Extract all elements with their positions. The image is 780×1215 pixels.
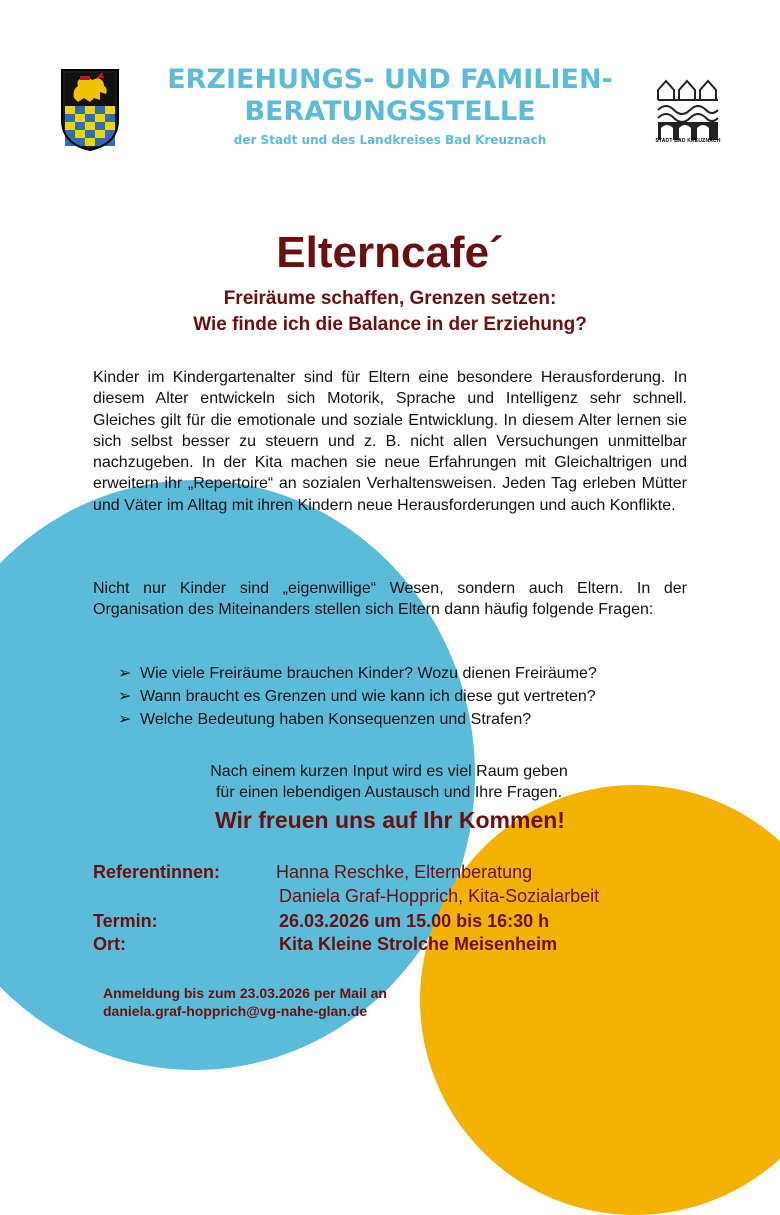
organisation-name-line2: BERATUNGSSTELLE: [244, 96, 536, 127]
arrow-bullet-icon: ➢: [118, 688, 132, 705]
intro-paragraph: Kinder im Kindergartenalter sind für Eltern eine besondere Herausforderung. In diesem Alter entwickeln sich Motorik, Sprache und Intelligenz sehr schnell. Gleiches gilt für die emotionale und soziale Entwicklung. In diesem Alter lernen sie sich selbst besser zu steuern und z. B. nicht allen Versuchungen unmittelbar nachzugeben. In der Kita machen sie neue Erfahrungen mit Gleichaltrigen und erweitern ihr „Repertoire“ an sozialen Verhaltensweisen. Jeden Tag erleben Mütter und Väter im Alltag mit ihren Kindern neue Herausforderungen und auch Konflikte.: [93, 369, 687, 514]
arrow-bullet-icon: ➢: [118, 665, 132, 682]
date-label: Termin:: [93, 911, 158, 931]
list-item: [118, 708, 597, 731]
welcome-message: Wir freuen uns auf Ihr Kommen!: [215, 807, 565, 833]
closing-text-line2: für einen lebendigen Austausch und Ihre Fragen.: [215, 784, 563, 801]
event-subtitle-line2: Wie finde ich die Balance in der Erziehung?: [193, 314, 587, 335]
registration-email[interactable]: daniela.graf-hopprich@vg-nahe-glan.de: [103, 1003, 368, 1019]
arrow-bullet-icon: ➢: [118, 711, 132, 728]
city-logo-caption: STADT BAD KREUZNACH: [655, 138, 721, 144]
closing-text-line1: Nach einem kurzen Input wird es viel Raum geben: [210, 763, 568, 780]
question-list: [118, 662, 597, 731]
organisation-name-line1: ERZIEHUNGS- UND FAMILIEN-: [167, 64, 613, 95]
date-value: 26.03.2026 um 15.00 bis 16:30 h: [279, 911, 550, 931]
city-houses-logo-icon: [655, 72, 721, 148]
list-item: [118, 685, 597, 708]
list-item: [118, 662, 597, 685]
event-subtitle-line1: Freiräume schaffen, Grenzen setzen:: [223, 288, 557, 309]
registration-text: Anmeldung bis zum 23.03.2026 per Mail an: [103, 985, 387, 1001]
referent-2: Daniela Graf-Hopprich, Kita-Sozialarbeit: [279, 886, 600, 906]
decorative-yellow-circle: [420, 785, 780, 1215]
organisation-subline: der Stadt und des Landkreises Bad Kreuznach: [233, 133, 547, 147]
place-label: Ort:: [93, 934, 126, 954]
questions-intro-paragraph: Nicht nur Kinder sind „eigenwillige“ Wesen, sondern auch Eltern. In der Organisation des Miteinanders stellen sich Eltern dann häufig folgende Fragen:: [93, 580, 687, 619]
list-item-text: Wie viele Freiräume brauchen Kinder? Wozu dienen Freiräume?: [140, 665, 597, 682]
place-value: Kita Kleine Strolche Meisenheim: [279, 934, 558, 954]
list-item-text: Welche Bedeutung haben Konsequenzen und Strafen?: [140, 711, 532, 728]
event-title: Elterncafe´: [276, 228, 504, 277]
list-item-text: Wann braucht es Grenzen und wie kann ich diese gut vertreten?: [140, 688, 596, 705]
referents-label: Referentinnen:: [93, 862, 221, 882]
referent-1: Hanna Reschke, Elternberatung: [276, 862, 533, 882]
